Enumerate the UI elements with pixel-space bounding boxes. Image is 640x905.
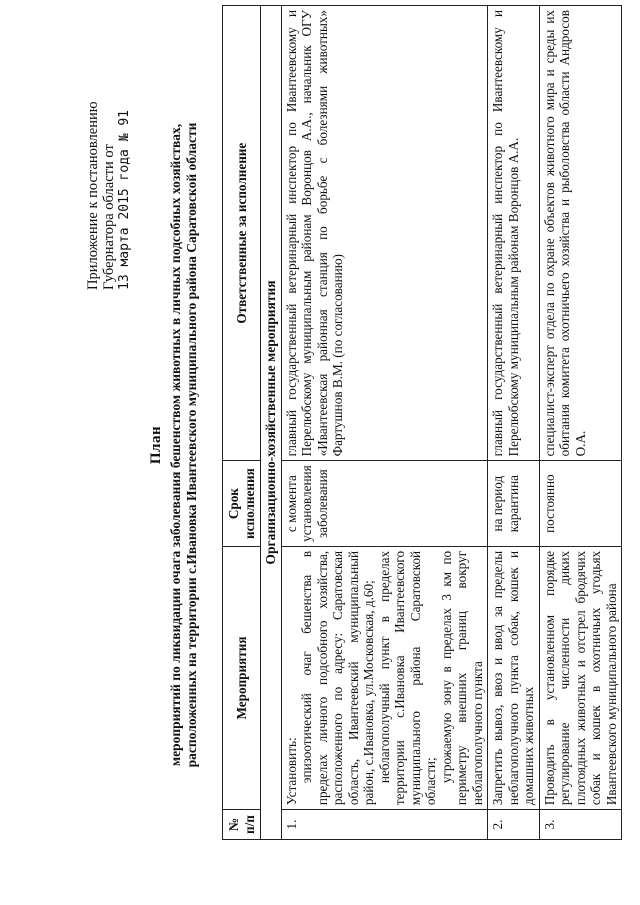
section-row <box>261 6 282 840</box>
row-measures <box>281 546 488 809</box>
table-row <box>539 6 622 840</box>
row-measures <box>539 546 622 809</box>
plan-heading: План <box>148 425 164 465</box>
appendix-note <box>85 30 133 290</box>
row-responsible: специалист-эксперт отдела по охране объектов животного мира и среды их обитания комитета охотничьего хозяйства и рыболовства области Андросов О.А. <box>539 6 622 461</box>
measure-paragraph: неблагополучный пункт в пределах территории с.Ивановка Ивантеевского муниципального района Саратовской области; <box>376 550 438 806</box>
header-term: Срок исполнения <box>223 461 261 547</box>
measure-paragraph: угрожаемую зону в пределах 3 км по периметру внешних границ вокруг неблагополучного пункта <box>438 550 485 806</box>
measure-paragraph: Проводить в установленном порядке регулирование численности диких плотоядных животных и отстрел бродячих собак и кошек в охотничьих угодьях Ивантеевского муниципального района <box>541 550 619 806</box>
table-row <box>488 6 540 840</box>
measure-paragraph: эпизоотический очаг бешенства в пределах личного подсобного хозяйства, расположенного по адресу: Саратовская область, Ивантеевский муниципальный район, с.Ивановка, ул.Московская, д.60; <box>299 550 376 806</box>
row-number: 2. <box>488 810 540 840</box>
appendix-line-2: Губернатора области от <box>101 144 117 290</box>
section-title: Организационно-хозяйственные мероприятия <box>261 6 282 840</box>
row-number: 3. <box>539 810 622 840</box>
table-header-row <box>223 6 261 840</box>
appendix-line-1: Приложение к постановлению <box>85 101 101 290</box>
row-number: 1. <box>281 810 488 840</box>
plan-subtitle-line-1: мероприятий по ликвидации очага заболевания бешенством животных в личных подсобных хозяйствах, <box>168 123 183 767</box>
plan-subtitle-line-2: расположенных на территории с.Ивановка Ивантеевского муниципального района Саратовской области <box>184 122 199 768</box>
row-measures <box>488 546 540 809</box>
row-term: с момента установления заболевания <box>281 461 488 547</box>
appendix-line-3: 13 марта 2015 года № 91 <box>117 109 132 290</box>
measures-table <box>222 5 622 840</box>
measure-paragraph: Установить: <box>283 737 299 806</box>
header-responsible: Ответственные за исполнение <box>223 6 261 461</box>
row-term: постоянно <box>539 461 622 547</box>
row-responsible: главный государственный ветеринарный инспектор по Ивантеевскому и Перелюбскому муниципальным районам Воронцов А.А., начальник ОГУ «Ивантеевская районная станция по борьбе с болезнями животных» Фартушнов В.М. (по согласованию) <box>281 6 488 461</box>
row-term: на период карантина <box>488 461 540 547</box>
header-measures: Мероприятия <box>223 546 261 809</box>
measure-paragraph: Запретить вывоз, ввоз и ввод за пределы неблагополучного пункта собак, кошек и домашних животных <box>490 550 536 806</box>
header-number: № п/п <box>223 810 261 840</box>
plan-title <box>148 45 200 845</box>
table-row <box>281 6 488 840</box>
row-responsible: главный государственный ветеринарный инспектор по Ивантеевскому и Перелюбскому муниципальным районам Воронцов А.А. <box>488 6 540 461</box>
